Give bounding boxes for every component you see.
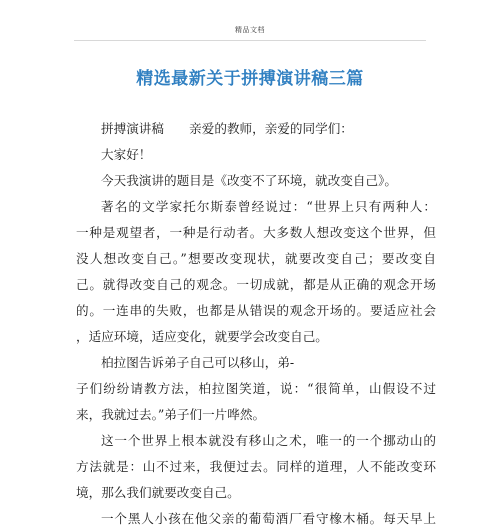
body-line: 这一个世界上根本就没有移山之术，唯一的一个挪动山的: [101, 433, 436, 448]
document-body: [76, 116, 436, 532]
body-line: 一个黑人小孩在他父亲的葡萄酒厂看守橡木桶。每天早上: [101, 511, 436, 526]
body-line: 柏拉图告诉弟子自己可以移山，弟-: [101, 355, 295, 370]
document-title: 精选最新关于拼搏演讲稿三篇: [136, 69, 364, 89]
body-line: 境，那么我们就要改变自己。: [76, 485, 240, 500]
body-line: 著名的文学家托尔斯泰曾经说过：“世界上只有两种人：: [101, 199, 436, 214]
body-line: 拼搏演讲稿 亲爱的教师，亲爱的同学们：: [101, 121, 353, 136]
body-line: 来，我就过去。”弟子们一片哗然。: [76, 407, 266, 422]
body-line: 子们纷纷请教方法，柏拉图笑道，说：“很简单，山假设不过: [76, 381, 436, 396]
body-line: 今天我演讲的题目是《改变不了环境，就改变自己》。: [101, 173, 397, 188]
body-line: ，适应环境，适应变化，就要学会改变自己。: [76, 329, 328, 344]
body-line: 方法就是：山不过来，我便过去。同样的道理，人不能改变环: [76, 459, 436, 474]
header-divider: [74, 40, 426, 41]
body-line: 的。一连串的失败，也都是从错误的观念开场的。要适应社会: [76, 303, 436, 318]
body-line: 己。就得改变自己的观念。一切成就，都是从正确的观念开场: [76, 277, 436, 292]
body-line: 一种是观望者，一种是行动者。大多数人想改变这个世界，但: [76, 225, 436, 240]
body-line: 大家好！: [101, 147, 152, 162]
page-header: 精品文档: [235, 26, 265, 34]
body-line: 没人想改变自己。”想要改变现状，就要改变自己；要改变自: [76, 251, 436, 266]
